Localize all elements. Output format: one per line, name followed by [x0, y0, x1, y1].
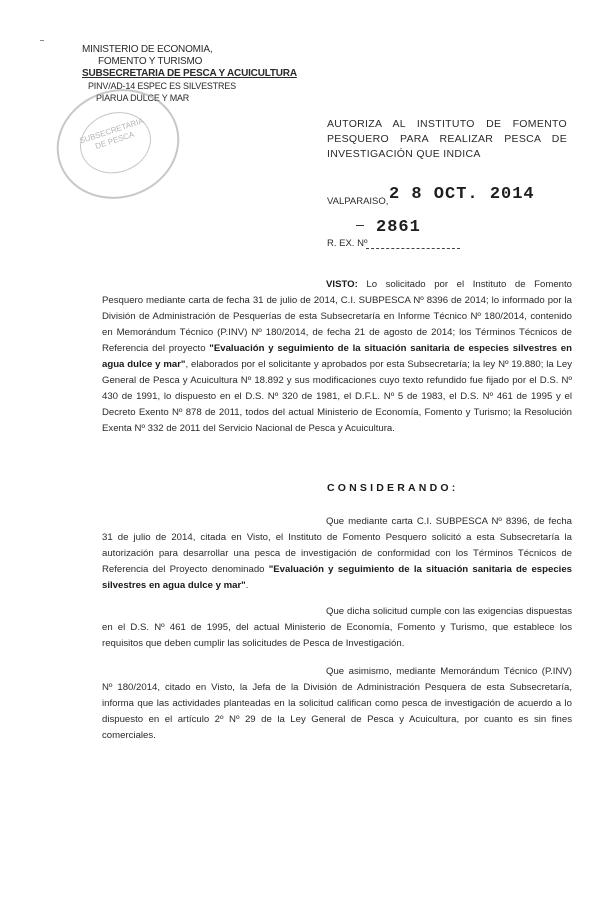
considerando-1-text: Que mediante carta C.I. SUBPESCA Nº 8396, de fecha 31 de julio de 2014, citada en Visto, el Instituto de Fomento Pesquero solicitó a esta Subsecretaría la autorización para desarrollar una pesca de investigación de conformidad con los Términos Técnicos de Referencia del Proyecto denominado	[102, 516, 572, 575]
subsecretariat-name: SUBSECRETARIA DE PESCA Y ACUICULTURA	[82, 68, 297, 79]
scan-mark	[40, 40, 44, 41]
place-label: VALPARAISO,	[327, 196, 389, 207]
considerando-3-text: Que asimismo, mediante Memorándum Técnico (P.INV) Nº 180/2014, citado en Visto, la Jefa de la División de Administración Pesquera de esta Subsecretaría, informa que las actividades planteadas en la solicitud califican como pesca de investigación de acuerdo a lo dispuesto en el artículo 2º Nº 29 de la Ley General de Pesca y Acuicultura, por cuanto es sin fines comerciales.	[102, 666, 572, 741]
visto-text: Lo solicitado por el Instituto de Fomento Pesquero mediante carta de fecha 31 de julio de 2014, C.I. SUBPESCA Nº 8396 de 2014; lo informado por la División de Administración de Pesquerías de esta Subsecretaría en Informe Técnico Nº 180/2014, contenido en Memorándum Técnico (P.INV) Nº 180/2014, de fecha 21 de agosto de 2014; los Términos Técnicos de Referencia del proyecto	[102, 279, 572, 354]
considerando-paragraph-2	[102, 604, 572, 652]
visto-text-continued: , elaborados por el solicitante y aprobados por esta Subsecretaría; la ley Nº 19.880; la Ley General de Pesca y Acuicultura Nº 18.892 y sus modificaciones cuyo texto refundido fue fijado por el D.S. Nº 430 de 1991, lo dispuesto en el D.S. Nº 320 de 1981, el D.F.L. Nº 5 de 1983, el D.S. Nº 461 de 1995 y el Decreto Exento Nº 878 de 2011, todos del actual Ministerio de Economía, Fomento y Turismo; la Resolución Exenta Nº 332 de 2011 del Servicio Nacional de Pesca y Acuicultura.	[102, 359, 572, 434]
considerando-2-text: Que dicha solicitud cumple con las exigencias dispuestas en el D.S. Nº 461 de 1995, del actual Ministerio de Economía, Fomento y Turismo, que establece los requisitos que deben cumplir las solicitudes de Pesca de Investigación.	[102, 606, 572, 649]
seal-text: SUBSECRETARIA DE PESCA	[72, 103, 159, 182]
rex-label: R. EX. Nº	[327, 238, 368, 249]
visto-label: VISTO:	[326, 279, 358, 290]
visto-project-name: "Evaluación y seguimiento de la situación sanitaria de especies silvestres en agua dulce y mar"	[102, 343, 572, 370]
considerando-1-text-end: .	[245, 580, 249, 591]
considerando-heading: CONSIDERANDO:	[327, 482, 459, 494]
considerando-paragraph-3	[102, 664, 572, 744]
considerando-1-project-name: "Evaluación y seguimiento de la situación sanitaria de especies silvestres en agua dulce y mar"	[102, 564, 573, 591]
resolution-title: AUTORIZA AL INSTITUTO DE FOMENTO PESQUERO PARA REALIZAR PESCA DE INVESTIGACIÓN QUE INDICA	[327, 118, 567, 160]
ministry-name-continued: FOMENTO Y TURISMO	[98, 56, 203, 67]
reference-code: PINV/AD-14 ESPEC ES SILVESTRES	[88, 81, 236, 91]
considerando-paragraph-1	[102, 514, 572, 594]
dash-mark	[356, 225, 364, 226]
rex-number-line	[366, 248, 460, 249]
resolution-date: 2 8 OCT. 2014	[389, 185, 535, 204]
resolution-number: 2861	[376, 218, 421, 237]
ministry-name: MINISTERIO DE ECONOMIA,	[82, 44, 213, 55]
reference-subject: PIARUA DULCE Y MAR	[96, 93, 190, 103]
visto-paragraph	[102, 277, 572, 437]
